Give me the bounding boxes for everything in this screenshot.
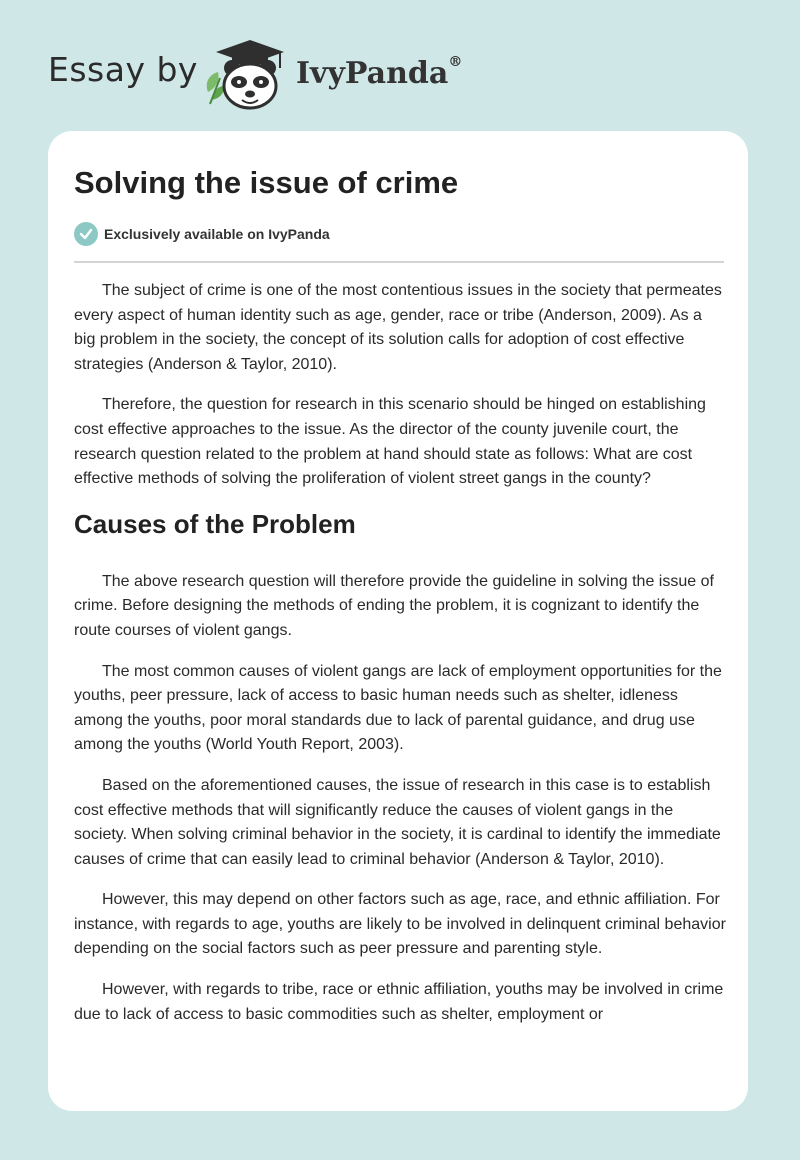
essay-by-label: Essay by (48, 50, 198, 89)
article-card (48, 131, 748, 1111)
paragraph: Therefore, the question for research in this scenario should be hinged on establishing cost effective approaches to the issue. As the director of the county juvenile court, the research question related to the problem at hand should state as follows: What are cost effective methods of solving the proliferation of violent street gangs in the county? (74, 396, 706, 488)
page-title: Solving the issue of crime (74, 165, 459, 200)
paragraph: The above research question will therefore provide the guideline in solving the issue of crime. Before designing the methods of ending the problem, it is cognizant to identify the route courses of violent gangs. (74, 572, 714, 639)
paragraph: The subject of crime is one of the most contentious issues in the society that permeates every aspect of human identity such as age, gender, race or tribe (Anderson, 2009). As a big problem in the society, the concept of its solution calls for adoption of cost effective strategies (Anderson & Taylor, 2010). (74, 282, 722, 373)
paragraph: Based on the aforementioned causes, the issue of research in this case is to establish cost effective methods that will significantly reduce the causes of violent gangs in the society. When solving criminal behavior in the society, it is cardinal to identify the immediate causes of crime that can easily lead to criminal behavior (Anderson & Taylor, 2010). (74, 776, 721, 868)
article-body (74, 279, 726, 1043)
brand-name[interactable] (296, 56, 462, 91)
paragraph: However, this may depend on other factors such as age, race, and ethnic affiliation. For instance, with regards to age, youths are likely to be involved in delinquent criminal behavior depending on the social factors such as peer pressure and parenting style. (74, 891, 726, 958)
paragraph: However, with regards to tribe, race or ethnic affiliation, youths may be involved in crime due to lack of access to basic commodities such as shelter, employment or (74, 981, 724, 1023)
paragraph: The most common causes of violent gangs are lack of employment opportunities for the youths, peer pressure, lack of access to basic human needs such as shelter, idleness among the youths, poor moral standards due to lack of parental guidance, and drug use among the youths (World Youth Report, 2003). (74, 662, 722, 754)
exclusive-badge (74, 221, 330, 247)
checkmark-icon (74, 222, 98, 246)
site-header (0, 0, 800, 130)
divider (74, 261, 724, 263)
brand-text: IvyPanda (296, 56, 449, 91)
panda-logo-icon[interactable] (202, 38, 292, 110)
exclusive-badge-label: Exclusively available on IvyPanda (104, 226, 330, 242)
registered-mark: ® (448, 54, 463, 70)
section-heading: Causes of the Problem (74, 508, 356, 539)
